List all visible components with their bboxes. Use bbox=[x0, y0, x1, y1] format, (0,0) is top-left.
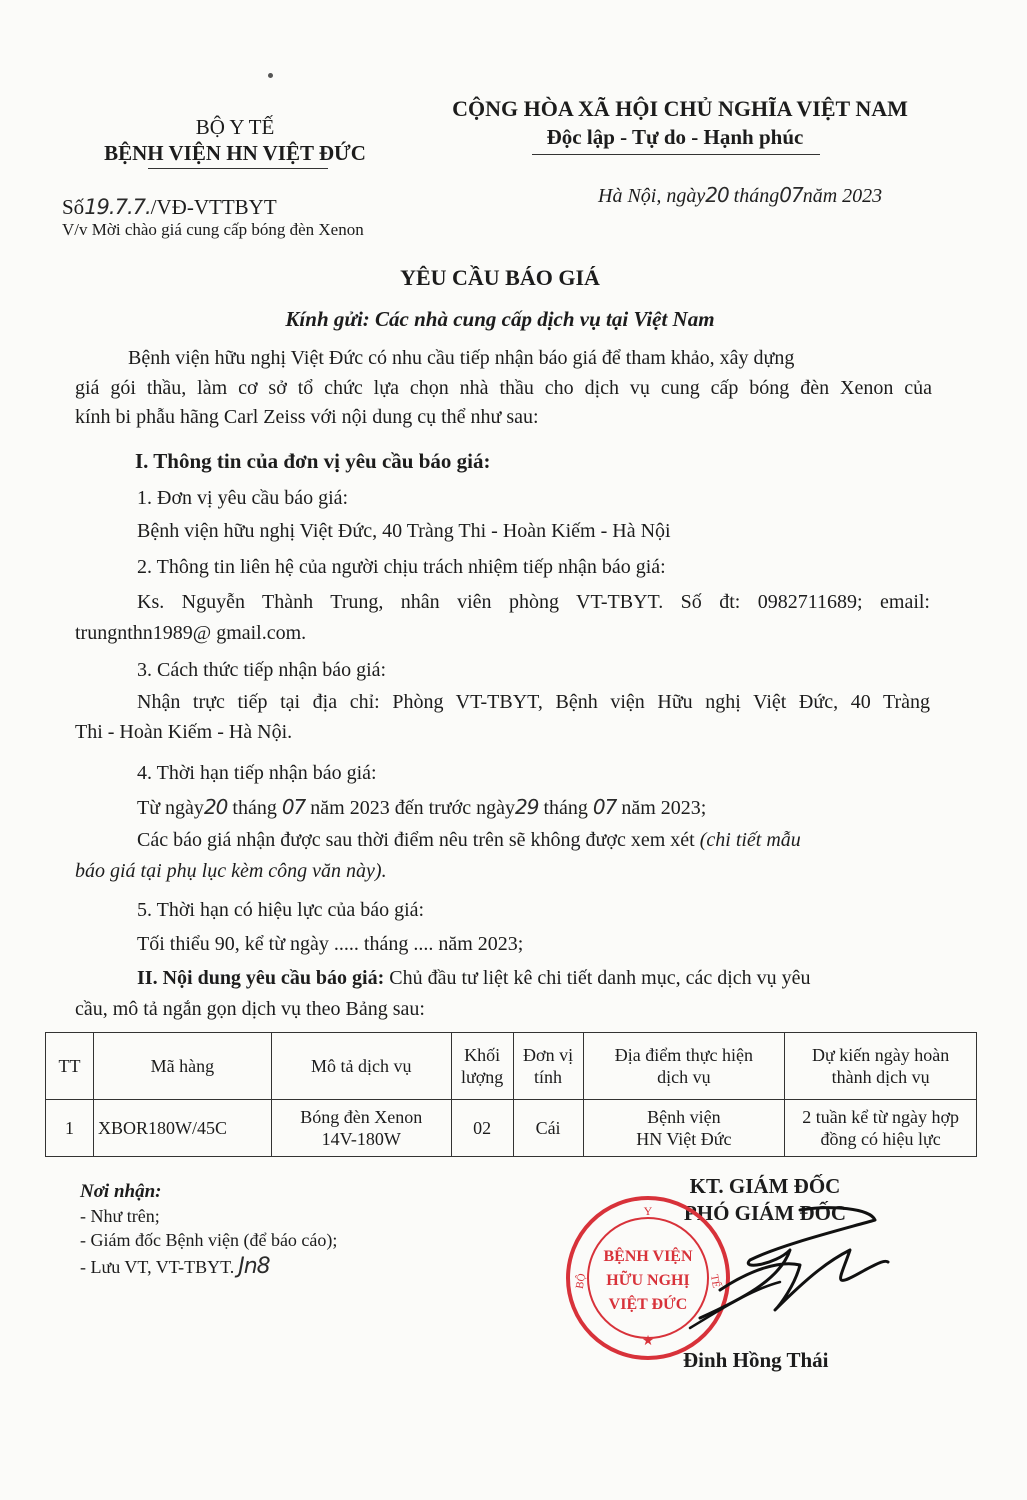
motto-underline bbox=[532, 154, 820, 155]
table-row bbox=[46, 1100, 977, 1157]
item-5-label: 5. Thời hạn có hiệu lực của báo giá: bbox=[137, 899, 425, 921]
header-cell-5-line-0: Địa điểm thực hiện bbox=[614, 1045, 753, 1065]
to-day-handwritten: 29 bbox=[514, 795, 539, 819]
seal-line-2: HỮU NGHỊ bbox=[606, 1272, 690, 1289]
seal-star-icon: ★ bbox=[641, 1333, 655, 1349]
header-cell-4-line-0: Đơn vị bbox=[523, 1045, 574, 1065]
item-4-note-italic: (chi tiết mẫu bbox=[699, 829, 801, 851]
header-cell-4 bbox=[513, 1033, 583, 1100]
from-day-handwritten: 20 bbox=[203, 795, 228, 819]
row-0-cell-6-line-0: 2 tuần kể từ ngày hợp bbox=[802, 1107, 959, 1127]
row-0-cell-6-line-1: đồng có hiệu lực bbox=[820, 1129, 941, 1149]
header-cell-3-line-0: Khối bbox=[464, 1045, 501, 1065]
quote-table bbox=[45, 1032, 977, 1157]
header-cell-2 bbox=[271, 1033, 451, 1100]
item-4-note-line-1 bbox=[137, 829, 801, 852]
date-day-handwritten: 20 bbox=[705, 183, 729, 207]
row-0-cell-0 bbox=[46, 1100, 94, 1157]
doc-no-prefix: Số bbox=[62, 195, 85, 219]
header-cell-1-line-0: Mã hàng bbox=[150, 1056, 215, 1076]
seal-line-1: BỆNH VIỆN bbox=[603, 1248, 693, 1265]
ministry-name: BỘ Y TẾ bbox=[195, 115, 275, 139]
row-0-cell-2 bbox=[271, 1100, 451, 1157]
punch-mark bbox=[268, 73, 273, 78]
sign-title-2: PHÓ GIÁM ĐỐC bbox=[683, 1201, 847, 1225]
header-cell-3 bbox=[451, 1033, 513, 1100]
section-2-text: Chủ đầu tư liệt kê chi tiết danh mục, các dịch vụ yêu bbox=[384, 967, 811, 989]
row-0-cell-1-line-0: XBOR180W/45C bbox=[97, 1118, 227, 1138]
section-1-heading: I. Thông tin của đơn vị yêu cầu báo giá: bbox=[135, 449, 491, 473]
row-0-cell-4-line-0: Cái bbox=[535, 1118, 561, 1138]
seal-ring-top: Y bbox=[643, 1204, 653, 1218]
document-subject: V/v Mời chào giá cung cấp bóng đèn Xenon bbox=[62, 220, 364, 239]
item-4-c: năm 2023 đến trước ngày bbox=[305, 797, 515, 819]
recipient-line: Kính gửi: Các nhà cung cấp dịch vụ tại Việt Nam bbox=[285, 307, 715, 331]
recipient-item-3 bbox=[80, 1254, 270, 1279]
item-4-d: tháng bbox=[538, 797, 593, 819]
intro-line-3: kính bi phẫu hãng Carl Zeiss với nội dung cụ thể như sau: bbox=[75, 406, 539, 428]
item-4-note-line-2: báo giá tại phụ lục kèm công văn này). bbox=[75, 860, 387, 882]
row-0-cell-3-line-0: 02 bbox=[473, 1118, 492, 1138]
sign-title-1: KT. GIÁM ĐỐC bbox=[689, 1174, 841, 1198]
header-cell-3-line-1: lượng bbox=[460, 1067, 504, 1087]
header-cell-2-line-0: Mô tả dịch vụ bbox=[311, 1056, 412, 1076]
row-0-cell-5-line-0: Bệnh viện bbox=[647, 1107, 721, 1127]
item-2-label: 2. Thông tin liên hệ của người chịu trách nhiệm tiếp nhận báo giá: bbox=[137, 556, 666, 578]
motto: Độc lập - Tự do - Hạnh phúc bbox=[546, 125, 804, 149]
item-3-line-2: Thi - Hoàn Kiếm - Hà Nội. bbox=[75, 721, 293, 743]
recipients-heading: Nơi nhận: bbox=[80, 1181, 162, 1202]
item-5-value: Tối thiểu 90, kể từ ngày ..... tháng .... năm 2023; bbox=[137, 933, 524, 955]
header-cell-6 bbox=[785, 1033, 977, 1100]
header-cell-6-line-0: Dự kiến ngày hoàn bbox=[811, 1045, 950, 1065]
seal-line-3: VIỆT ĐỨC bbox=[608, 1296, 688, 1313]
section-2-line-1 bbox=[137, 967, 811, 990]
republic-title: CỘNG HÒA XÃ HỘI CHỦ NGHĨA VIỆT NAM bbox=[452, 96, 908, 121]
date-month-handwritten: 07 bbox=[779, 183, 803, 207]
date-mid: tháng bbox=[728, 185, 780, 207]
initials-handwritten: Jn8 bbox=[238, 1254, 270, 1279]
header-cell-0 bbox=[46, 1033, 94, 1100]
item-1-value: Bệnh viện hữu nghị Việt Đức, 40 Tràng Thi - Hoàn Kiếm - Hà Nội bbox=[137, 520, 671, 542]
row-0-cell-5 bbox=[583, 1100, 785, 1157]
row-0-cell-4 bbox=[513, 1100, 583, 1157]
item-3-line-1: Nhận trực tiếp tại địa chỉ: Phòng VT-TBYT, Bệnh viện Hữu nghị Việt Đức, 40 Tràng bbox=[137, 691, 930, 713]
section-2-line-2: cầu, mô tả ngắn gọn dịch vụ theo Bảng sau: bbox=[75, 998, 425, 1020]
recipient-item-1: - Như trên; bbox=[80, 1206, 160, 1226]
hospital-name: BỆNH VIỆN HN VIỆT ĐỨC bbox=[104, 141, 366, 165]
item-2-line-2: trungnthn1989@ gmail.com. bbox=[75, 622, 307, 644]
item-4-b: tháng bbox=[227, 797, 282, 819]
document-number bbox=[62, 195, 277, 220]
item-1-label: 1. Đơn vị yêu cầu báo giá: bbox=[137, 487, 349, 509]
item-4-dates bbox=[137, 795, 706, 820]
to-month-handwritten: 07 bbox=[592, 795, 617, 819]
row-0-cell-3 bbox=[451, 1100, 513, 1157]
item-4-note-text: Các báo giá nhận được sau thời điểm nêu trên sẽ không được xem xét bbox=[137, 829, 700, 851]
header-cell-5-line-1: dịch vụ bbox=[657, 1067, 711, 1087]
recipient-item-2: - Giám đốc Bệnh viện (để báo cáo); bbox=[80, 1230, 338, 1250]
row-0-cell-1 bbox=[93, 1100, 271, 1157]
row-0-cell-6 bbox=[785, 1100, 977, 1157]
item-2-line-1: Ks. Nguyễn Thành Trung, nhân viên phòng VT-TBYT. Số đt: 0982711689; email: bbox=[137, 591, 930, 613]
row-0-cell-5-line-1: HN Việt Đức bbox=[636, 1129, 732, 1149]
row-0-cell-2-line-1: 14V-180W bbox=[321, 1129, 401, 1149]
date-prefix: Hà Nội, ngày bbox=[598, 185, 706, 207]
date-suffix: năm 2023 bbox=[802, 185, 883, 207]
header-cell-5 bbox=[583, 1033, 785, 1100]
item-4-e: năm 2023; bbox=[616, 797, 707, 819]
document-title: YÊU CẦU BÁO GIÁ bbox=[400, 265, 600, 290]
header-cell-1 bbox=[93, 1033, 271, 1100]
intro-line-2: giá gói thầu, làm cơ sở tổ chức lựa chọn nhà thầu cho dịch vụ cung cấp bóng đèn Xenon của bbox=[75, 377, 932, 399]
row-0-cell-0-line-0: 1 bbox=[64, 1118, 74, 1138]
item-3-label: 3. Cách thức tiếp nhận báo giá: bbox=[137, 659, 387, 681]
from-month-handwritten: 07 bbox=[281, 795, 306, 819]
seal-ring-left: BỘ bbox=[573, 1272, 589, 1290]
row-0-cell-2-line-0: Bóng đèn Xenon bbox=[300, 1107, 423, 1127]
doc-no-suffix: /VĐ-VTTBYT bbox=[150, 195, 277, 219]
header-cell-0-line-0: TT bbox=[58, 1056, 81, 1076]
section-2-heading: II. Nội dung yêu cầu báo giá: bbox=[137, 967, 385, 989]
header-cell-4-line-1: tính bbox=[534, 1067, 563, 1087]
header-cell-6-line-1: thành dịch vụ bbox=[831, 1067, 930, 1087]
item-4-a: Từ ngày bbox=[137, 797, 204, 819]
seal-ring-right: TẾ bbox=[707, 1273, 723, 1289]
document-date bbox=[598, 183, 882, 208]
signer-name: Đinh Hồng Thái bbox=[683, 1348, 829, 1372]
intro-line-1: Bệnh viện hữu nghị Việt Đức có nhu cầu tiếp nhận báo giá để tham khảo, xây dựng bbox=[128, 347, 795, 369]
handwritten-signature bbox=[680, 1190, 890, 1340]
recipient-item-3-text: - Lưu VT, VT-TBYT. bbox=[80, 1257, 235, 1277]
doc-no-handwritten: 19.7.7. bbox=[84, 195, 151, 219]
item-4-label: 4. Thời hạn tiếp nhận báo giá: bbox=[137, 762, 377, 784]
hospital-underline bbox=[148, 168, 328, 169]
table-header-row bbox=[46, 1033, 977, 1100]
